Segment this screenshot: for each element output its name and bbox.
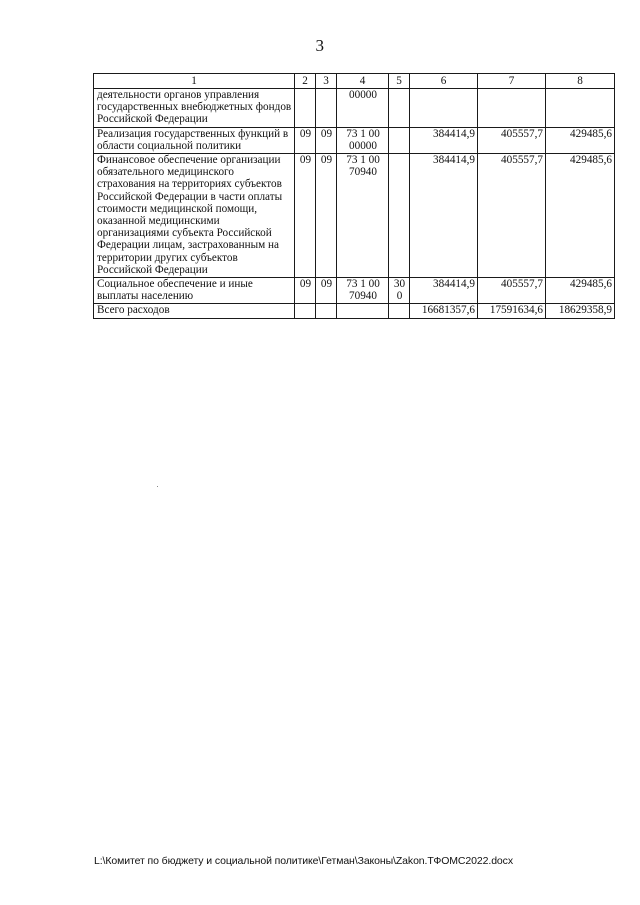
file-path-footer: L:\Комитет по бюджету и социальной политике\Гетман\Законы\Zakon.ТФОМС2022.docx bbox=[94, 855, 513, 867]
row-name: Социальное обеспечение и иные выплаты населению bbox=[94, 278, 295, 304]
expense-type-code bbox=[389, 127, 410, 153]
total-label: Всего расходов bbox=[94, 304, 295, 318]
scan-speck bbox=[157, 486, 158, 487]
amount-col6 bbox=[410, 89, 478, 128]
column-header: 3 bbox=[316, 74, 337, 89]
table-total-row bbox=[94, 304, 615, 318]
row-name: Финансовое обеспечение организации обязательного медицинского страхования на территориях субъектов Российской Федерации в части оплаты стоимости медицинской помощи, оказанной медицинскими организациями субъекта Российской Федерации лицам, застрахованным на территории других субъектов Российской Федерации bbox=[94, 154, 295, 278]
amount-col7: 405557,7 bbox=[478, 278, 546, 304]
amount-col8 bbox=[546, 89, 615, 128]
expense-type-code bbox=[389, 154, 410, 278]
amount-col7 bbox=[478, 89, 546, 128]
expense-type-code bbox=[389, 89, 410, 128]
column-header: 5 bbox=[389, 74, 410, 89]
section-code bbox=[295, 89, 316, 128]
column-header: 6 bbox=[410, 74, 478, 89]
subsection-code bbox=[316, 304, 337, 318]
expense-type-code: 300 bbox=[389, 278, 410, 304]
total-amount-col8: 18629358,9 bbox=[546, 304, 615, 318]
page-number: 3 bbox=[315, 36, 325, 55]
target-article-code: 00000 bbox=[337, 89, 389, 128]
target-article-code: 73 1 00 70940 bbox=[337, 278, 389, 304]
table-row bbox=[94, 89, 615, 128]
section-code: 09 bbox=[295, 127, 316, 153]
target-article-code: 73 1 00 00000 bbox=[337, 127, 389, 153]
amount-col8: 429485,6 bbox=[546, 154, 615, 278]
column-header: 2 bbox=[295, 74, 316, 89]
amount-col6: 384414,9 bbox=[410, 127, 478, 153]
amount-col6: 384414,9 bbox=[410, 278, 478, 304]
column-header: 1 bbox=[94, 74, 295, 89]
budget-table bbox=[93, 73, 615, 319]
section-code: 09 bbox=[295, 154, 316, 278]
column-header: 7 bbox=[478, 74, 546, 89]
section-code bbox=[295, 304, 316, 318]
target-article-code: 73 1 00 70940 bbox=[337, 154, 389, 278]
subsection-code: 09 bbox=[316, 154, 337, 278]
amount-col6: 384414,9 bbox=[410, 154, 478, 278]
subsection-code: 09 bbox=[316, 278, 337, 304]
table-row bbox=[94, 278, 615, 304]
subsection-code bbox=[316, 89, 337, 128]
row-name: Реализация государственных функций в области социальной политики bbox=[94, 127, 295, 153]
column-header: 8 bbox=[546, 74, 615, 89]
amount-col7: 405557,7 bbox=[478, 154, 546, 278]
table-row bbox=[94, 127, 615, 153]
table-header-row bbox=[94, 74, 615, 89]
column-header: 4 bbox=[337, 74, 389, 89]
amount-col7: 405557,7 bbox=[478, 127, 546, 153]
total-amount-col7: 17591634,6 bbox=[478, 304, 546, 318]
section-code: 09 bbox=[295, 278, 316, 304]
expense-type-code bbox=[389, 304, 410, 318]
amount-col8: 429485,6 bbox=[546, 278, 615, 304]
amount-col8: 429485,6 bbox=[546, 127, 615, 153]
row-name: деятельности органов управления государственных внебюджетных фондов Российской Федерации bbox=[94, 89, 295, 128]
target-article-code bbox=[337, 304, 389, 318]
subsection-code: 09 bbox=[316, 127, 337, 153]
total-amount-col6: 16681357,6 bbox=[410, 304, 478, 318]
table-row bbox=[94, 154, 615, 278]
